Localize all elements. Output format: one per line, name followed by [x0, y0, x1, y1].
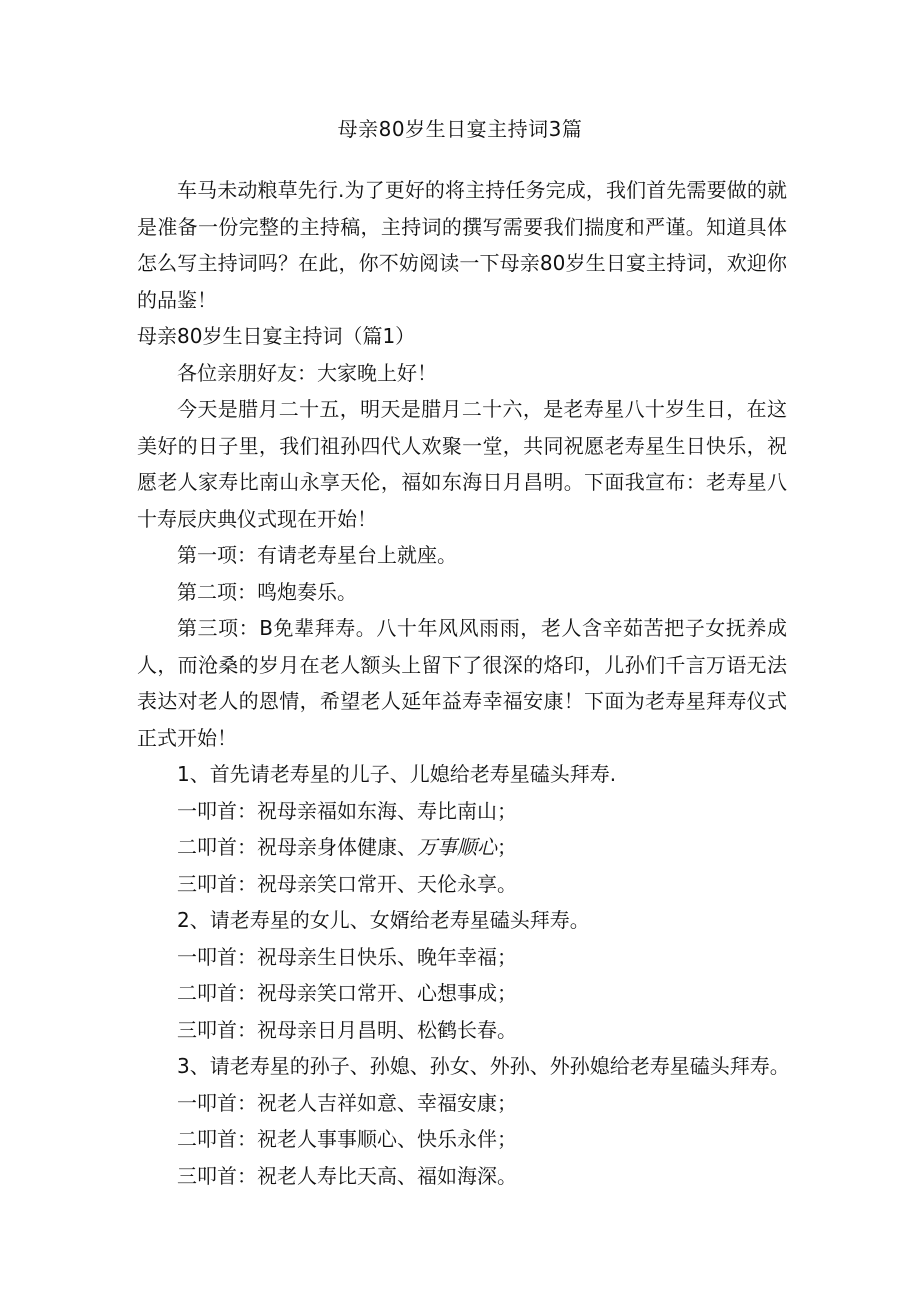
- intro-paragraph: 车马未动粮草先行.为了更好的将主持任务完成，我们首先需要做的就是准备一份完整的主持稿，主持词的撰写需要我们揣度和严谨。知道具体怎么写主持词吗？在此，你不妨阅读一下母亲80岁生日宴主持词，欢迎你的品鉴！: [137, 178, 787, 312]
- group-two-header: 2、请老寿星的女儿、女婿给老寿星磕头拜寿。: [177, 908, 590, 932]
- step-one: 第一项：有请老寿星台上就座。: [177, 543, 457, 567]
- step-three: 第三项：B免辈拜寿。八十年风风雨雨，老人含辛茹苦把子女抚养成人，而沧桑的岁月在老人额头上留下了很深的烙印，儿孙们千言万语无法表达对老人的恩情，希望老人延年益寿幸福安康！下面为老寿星拜寿仪式正式开始！: [137, 616, 787, 750]
- group-two-bow-two: 二叩首：祝母亲笑口常开、心想事成；: [177, 981, 517, 1005]
- group-one-bow-three: 三叩首：祝母亲笑口常开、天伦永享。: [177, 871, 517, 896]
- group-two-bow-three: 三叩首：祝母亲日月昌明、松鹤长春。: [177, 1017, 517, 1042]
- document-title: 母亲80岁生日宴主持词3篇: [337, 117, 583, 141]
- group-one-header: 1、首先请老寿星的儿子、儿媳给老寿星磕头拜寿.: [177, 762, 617, 786]
- group-three-bow-one: 一叩首：祝老人吉祥如意、幸福安康；: [177, 1090, 517, 1115]
- group-one-bow-two-prefix: 二叩首：祝母亲身体健康、: [177, 835, 417, 859]
- document-body: [137, 172, 790, 1194]
- step-two: 第二项：鸣炮奏乐。: [177, 579, 357, 604]
- opening-paragraph: 今天是腊月二十五，明天是腊月二十六，是老寿星八十岁生日，在这美好的日子里，我们祖孙四代人欢聚一堂，共同祝愿老寿星生日快乐，祝愿老人家寿比南山永享天伦，福如东海日月昌明。下面我宣布：老寿星八十寿辰庆典仪式现在开始！: [137, 397, 787, 531]
- greeting-line: 各位亲朋好友：大家晚上好！: [177, 360, 437, 385]
- group-one-bow-two-suffix: ；: [497, 835, 517, 859]
- group-one-bow-one: 一叩首：祝母亲福如东海、寿比南山；: [177, 798, 517, 823]
- section-heading: 母亲80岁生日宴主持词（篇1）: [137, 324, 416, 348]
- group-three-bow-three: 三叩首：祝老人寿比天高、福如海深。: [177, 1163, 517, 1188]
- group-one-bow-two: [137, 829, 787, 866]
- group-three-header: 3、请老寿星的孙子、孙媳、孙女、外孙、外孙媳给老寿星磕头拜寿。: [177, 1054, 790, 1078]
- group-one-bow-two-italic: 万事顺心: [417, 835, 497, 859]
- group-three-bow-two: 二叩首：祝老人事事顺心、快乐永伴；: [177, 1127, 517, 1151]
- group-two-bow-one: 一叩首：祝母亲生日快乐、晚年幸福；: [177, 944, 517, 969]
